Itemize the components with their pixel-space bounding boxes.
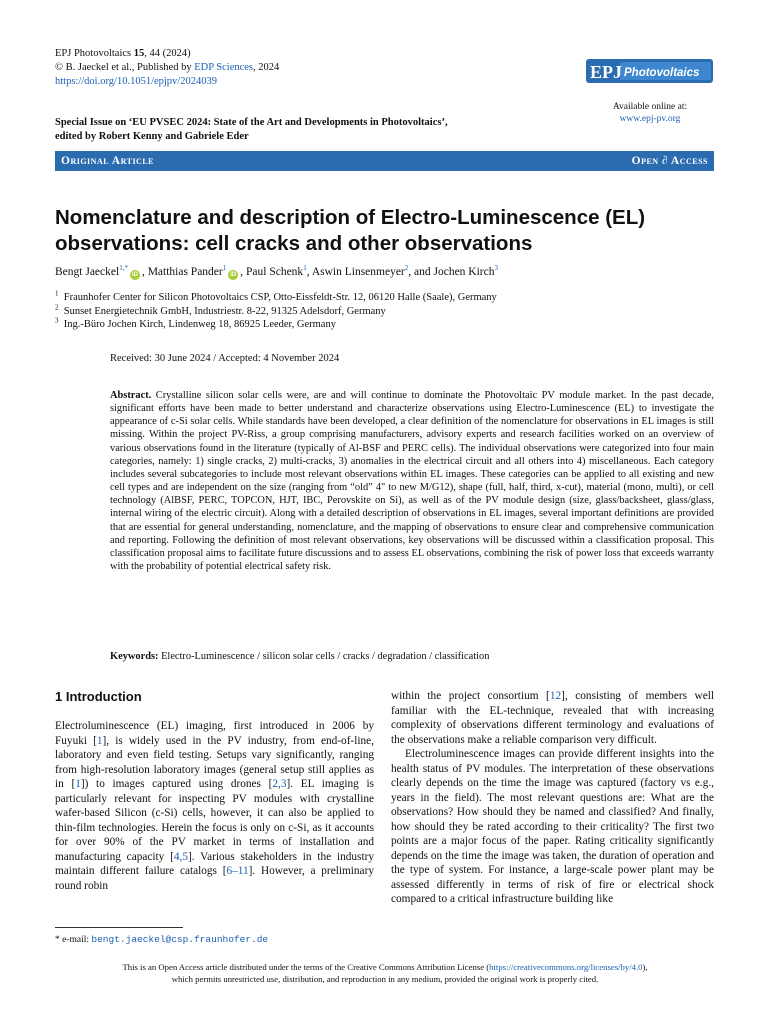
paragraph: Electroluminescence (EL) imaging, first introduced in 2006 by Fuyuki [1], is widely used in the PV industry, from end-of-line, laboratory and even field testing. Setups vary significantly, ranging from high-resolution laboratory images (general setup still applies as in [1]) to images captured using drones [2,3]. EL imaging is particularly relevant for inspecting PV modules with crystalline wafer-based Silicon (c-Si) cells, however, it can also be applied to thin-film technologies. Herein the focus is only on c-Si, as it accounts for over 90% of the PV market in terms of installation and manufacturing capacity [4,5]. Various stakeholders in the industry maintain different failure catalogs [6–11]. However, a preliminary round robin (55, 720, 374, 892)
section-heading: 1 Introduction (55, 689, 142, 704)
author-name[interactable]: Bengt Jaeckel (55, 266, 120, 278)
paragraph: within the project consortium [12], consisting of members well familiar with the EL-technique, revealed that with increasing complexity of observations different terminology and evaluations of the observations make a reliable comparison very difficult. (391, 690, 714, 746)
citation-link[interactable]: 6–11 (226, 865, 249, 877)
special-issue-line1: Special Issue on ‘EU PVSEC 2024: State of the Art and Developments in Photovoltaics’, (55, 117, 448, 128)
orcid-icon[interactable]: iD (230, 272, 237, 278)
keywords-label: Keywords: (110, 651, 159, 662)
journal-citation: EPJ Photovoltaics 15, 44 (2024) (55, 48, 191, 59)
svg-text:Photovoltaics: Photovoltaics (624, 67, 700, 79)
copyright-line: © B. Jaeckel et al., Published by EDP Sciences, 2024 (55, 62, 280, 73)
open-access-label: Open ∂ Access (631, 155, 708, 167)
corresponding-author-footnote: * e-mail: bengt.jaeckel@csp.fraunhofer.de (55, 934, 269, 945)
article-type-label: Original Article (61, 155, 155, 167)
available-online: Available online at: www.epj-pv.org (612, 102, 688, 124)
citation-link[interactable]: 1 (96, 734, 103, 747)
author-name[interactable]: Jochen Kirch (433, 266, 495, 278)
right-column (391, 689, 714, 907)
open-access-icon: ∂ (661, 155, 669, 167)
journal-logo[interactable] (586, 57, 713, 85)
article-title: Nomenclature and description of Electro-Luminescence (EL) observations: cell cracks and other observations (55, 206, 646, 255)
epj-photovoltaics-logo-icon (586, 57, 713, 85)
email-link[interactable]: bengt.jaeckel@csp.fraunhofer.de (91, 934, 269, 945)
left-column (55, 719, 374, 893)
affiliation-item: $^3$ Ing.-Büro Jochen Kirch, Lindenweg 18, 86925 Leeder, Germany (55, 316, 336, 330)
author-name[interactable]: Paul Schenk (246, 266, 304, 278)
license-notice: This is an Open Access article distributed under the terms of the Creative Commons Attribution License (https://creativecommons.org/licenses/by/4.0), which permits unrestricted use, distribution, and reproduction in any medium, provided the original work is properly cited. (122, 962, 648, 984)
keywords (110, 651, 714, 662)
received-accepted-dates: Received: 30 June 2024 / Accepted: 4 November 2024 (110, 353, 340, 364)
citation-link[interactable]: 2,3 (272, 778, 287, 790)
citation-link[interactable]: 4,5 (173, 850, 188, 863)
citation-link[interactable]: 12 (549, 690, 562, 702)
footnote-divider (55, 927, 183, 928)
publisher-link[interactable]: EDP Sciences (194, 62, 254, 73)
affiliation-item: $^2$ Sunset Energietechnik GmbH, Industriestr. 8-22, 91325 Adelsdorf, Germany (55, 303, 386, 317)
article-type-banner (55, 151, 714, 171)
journal-website-link[interactable]: www.epj-pv.org (619, 114, 681, 124)
abstract-text: Crystalline silicon solar cells were, are and will continue to dominate the Photovoltaic PV module market. In the past decade, significant efforts have been made to better understand and characterize observations using Electro-Luminescence (EL) to investigate the appearance of c-Si solar cells. While standards have been developed, a clear definition of the nomenclature for observations in EL images is still missing. Within the project PV-Riss, a group comprising manufacturers, advisory experts and research facilities worked on an overview of various observations found in the literature (typically of Al-BSF and PERC cells). The individual observations were categorized into four main categories, namely: 1) single cracks, 2) multi-cracks, 3) anomalies in the electrical circuit and all others into 4) miscellaneous. Each category includes several subcategories to include most relevant observations within EL images. These categories can be applied to all existing and new cell types and are independent on the size (ranging from “old” 4" to new M/G12), shape (full, half, third, x-cut), material (mono, multi), or cell technology (AlBSF, PERC, TOPCON, HJT, IBC, Perovskite on Si), as well as of the PV module design (size, glass/backsheet, glass/glass, internal wiring of the electric circuit). Along with a detailed description of observations in EL images, several important definitions are provided that are essential for general understanding, nomenclature, and the mapping of observations to ensure clear and comprehensive communication and reporting. Following the definition of most relevant observations, key observations will be discussed within a classification proposal. This classification proposal aims to facilitate future discussions and to assess EL observations, combining the risk of power loss that exceeds warranty with the probability of potential electrical safety risk. (110, 390, 714, 573)
doi-line (55, 75, 217, 89)
author-name[interactable]: Matthias Pander (147, 266, 223, 278)
svg-text:EPJ: EPJ (590, 62, 623, 82)
affiliations (55, 291, 715, 332)
special-issue-line2: edited by Robert Kenny and Gabriele Eder (55, 131, 249, 142)
paragraph: Electroluminescence images can provide different insights into the health status of PV modules. The interpretation of these observations clearly depends on the time the image was captured (factory vs e.g., years in the field). The most relevant questions are: What are the observations? How should they be named and classified? And finally, how should they be rated according to their criticality? The first two points are a major focus of the paper. Rating criticality significantly depends on the time the image was taken, the duration of operation and the type of system. For instance, a large-scale power plant may be assessed differently in terms of risk of fire or electrical shock compared to a critical infrastructure building like (391, 748, 714, 905)
abstract-label: Abstract. (110, 390, 152, 401)
license-link[interactable]: https://creativecommons.org/licenses/by/4.0 (489, 962, 643, 972)
doi-link[interactable]: https://doi.org/10.1051/epjpv/2024039 (55, 76, 217, 87)
orcid-icon[interactable]: iD (131, 272, 138, 278)
citation-link[interactable]: 1 (75, 778, 81, 790)
abstract (110, 389, 714, 573)
keywords-text: Electro-Luminescence / silicon solar cells / cracks / degradation / classification (158, 651, 490, 662)
affiliation-item: $^1$ Fraunhofer Center for Silicon Photovoltaics CSP, Otto-Eissfeldt-Str. 12, 06120 Halle (Saale), Germany (55, 289, 497, 303)
author-list: Bengt Jaeckel$^{1,*}$iD , Matthias Pander$^1$iD , Paul Schenk$^1$, Aswin Linsenmeyer$^2$, and Jochen Kirch$^3$ (55, 264, 498, 278)
author-name[interactable]: Aswin Linsenmeyer (311, 266, 405, 278)
